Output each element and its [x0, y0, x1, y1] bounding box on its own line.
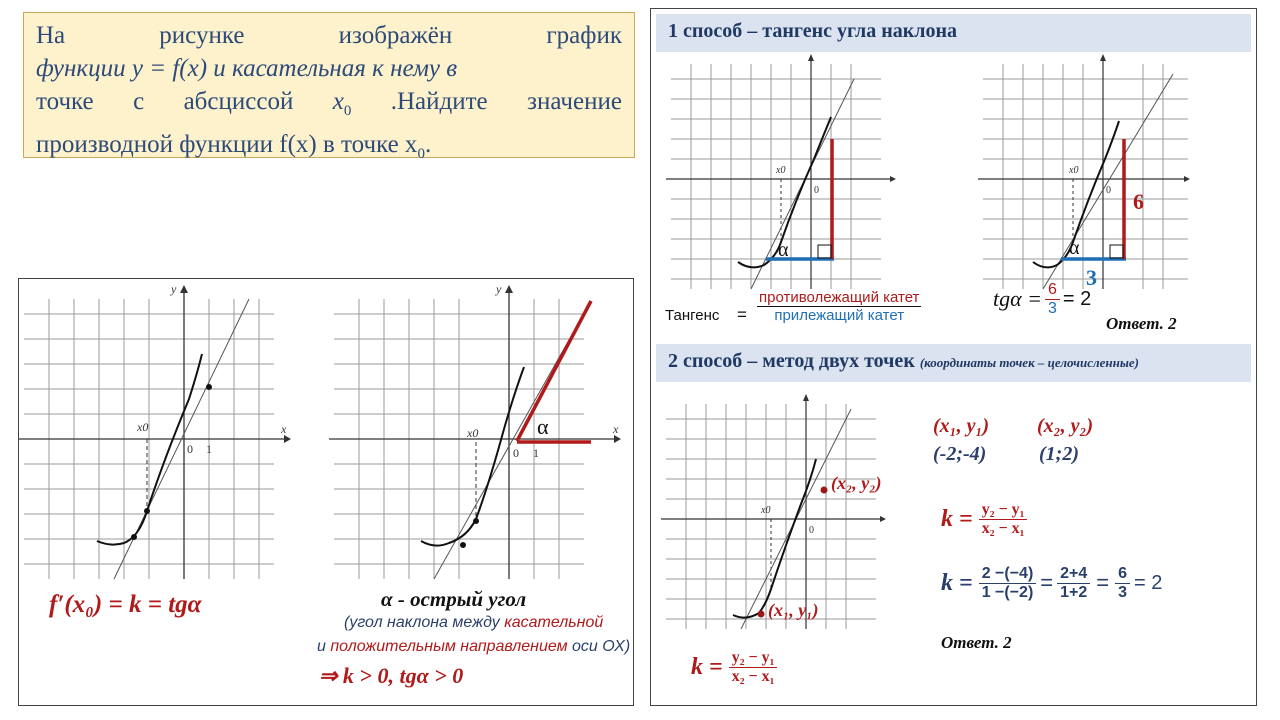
p1-coords: (-2;-4): [933, 443, 987, 465]
caption-text: оси ОХ): [567, 638, 631, 655]
calc-den: 1+2: [1060, 583, 1088, 601]
k-eq: k =: [941, 505, 973, 532]
function-curve: [733, 459, 816, 618]
unit-label: 1: [533, 446, 539, 460]
calc-fraction-3: [1115, 565, 1130, 602]
x-axis-arrow-icon: [880, 516, 886, 522]
task-sub: 0: [343, 103, 352, 119]
origin-label: 0: [1106, 185, 1111, 196]
tg-den: 3: [1048, 299, 1057, 317]
alpha-label: α: [778, 239, 789, 261]
calc-fraction-2: [1057, 565, 1090, 602]
origin-label: 0: [513, 446, 519, 460]
alpha-label: α: [537, 414, 549, 439]
method1-graph-b: [973, 49, 1228, 294]
y-axis-arrow-icon: [505, 285, 513, 293]
tangent-numerator: противолежащий катет: [759, 289, 920, 306]
tg-fraction: [1045, 281, 1060, 318]
method1-answer: Ответ. 2: [1106, 314, 1177, 333]
method2-answer: Ответ. 2: [941, 633, 1012, 652]
point-2-icon: [821, 487, 828, 494]
method2-graph: [661, 389, 901, 634]
task-text: функции y = f(x) и касательная к нему в: [36, 55, 458, 82]
point-icon: [460, 542, 466, 548]
tangent-ray-highlight: [517, 301, 591, 441]
method1-title: 1 способ – тангенс угла наклона: [668, 20, 958, 42]
x0-label: x0: [467, 426, 479, 440]
calc-den: 3: [1118, 583, 1128, 601]
k-eq: k =: [691, 653, 723, 680]
tangent-equals: =: [737, 305, 747, 324]
task-word: .Найдите: [390, 88, 488, 115]
y-axis-arrow-icon: [803, 394, 809, 401]
tg-result: = 2: [1062, 287, 1092, 310]
task-statement: [23, 12, 635, 162]
caption-highlight: касательной: [504, 614, 604, 631]
task-word: график: [546, 22, 622, 49]
calc-num: 2+4: [1057, 565, 1090, 584]
grid: [666, 404, 876, 629]
equals-sign: =: [1096, 570, 1110, 596]
task-text: производной функции f(x) в точке x: [36, 131, 418, 158]
x-axis-arrow-icon: [284, 435, 291, 443]
right-panel: [650, 8, 1257, 706]
y-axis-arrow-icon: [1100, 54, 1106, 61]
x-axis-arrow-icon: [1184, 176, 1190, 182]
k-eq: k =: [941, 569, 973, 596]
k-fraction: [729, 649, 778, 686]
k-fraction: [979, 501, 1028, 538]
calc-result: = 2: [1134, 571, 1163, 594]
calc-num: 2 −(−4): [979, 565, 1037, 584]
method1-graph-a: [666, 49, 906, 294]
method2-note: (координаты точек – целочисленные): [919, 355, 1139, 370]
acute-angle-title: α - острый угол: [381, 587, 527, 611]
task-word: изображён: [338, 22, 453, 49]
alpha-label: α: [1069, 237, 1080, 259]
caption-line-2: [317, 638, 630, 656]
opposite-length: 6: [1133, 189, 1144, 214]
graph-angle: [329, 279, 629, 589]
caption-highlight: положительным направлением: [330, 638, 568, 655]
point-icon: [131, 534, 137, 540]
adjacent-length: 3: [1086, 265, 1097, 290]
caption-text: и: [317, 638, 331, 655]
point-icon: [206, 384, 212, 390]
k-num: y₂ − y₁: [979, 501, 1028, 520]
k-formula-bottom: [691, 649, 777, 686]
x0-label: x0: [761, 505, 771, 516]
x0-label: x0: [1069, 165, 1079, 176]
k-formula: [941, 501, 1027, 538]
tangent-fraction: [757, 289, 921, 324]
tg-lhs: tgα =: [993, 286, 1043, 312]
tg-calc: [993, 281, 1091, 318]
origin-label: 0: [187, 442, 193, 456]
right-angle-mark: [1110, 245, 1123, 258]
graph-derivative: [19, 279, 319, 589]
caption-line-1: [344, 614, 603, 632]
x-axis-arrow-icon: [890, 176, 896, 182]
task-x0: [333, 85, 352, 128]
k-den: x₂ − x₁: [981, 519, 1025, 537]
task-sub: 0: [417, 146, 425, 162]
task-line-4: [36, 128, 622, 171]
y-axis-arrow-icon: [808, 54, 814, 61]
task-word: точке: [36, 88, 94, 115]
graph-point-1-label: (x₁, y₁): [768, 600, 819, 620]
task-line-2: [36, 52, 622, 85]
task-text: .: [424, 131, 432, 158]
x-axis-arrow-icon: [614, 435, 621, 443]
x0-label: x0: [137, 420, 149, 434]
derivative-formula: f′(x₀) = k = tgα: [49, 591, 202, 618]
method1-header: [656, 14, 1251, 52]
tangent-denominator: прилежащий катет: [774, 307, 905, 324]
k-den: x₂ − x₁: [731, 667, 775, 685]
conclusion: ⇒ k > 0, tgα > 0: [319, 663, 464, 688]
task-word: На: [36, 22, 66, 49]
p2-coords: (1;2): [1039, 443, 1079, 465]
k-calculation: [941, 565, 1162, 602]
p2-label: (x₂, y₂): [1037, 415, 1094, 437]
unit-label: 1: [206, 442, 212, 456]
task-line-3: [36, 85, 622, 128]
task-word: рисунке: [159, 22, 245, 49]
y-axis-label: y: [496, 282, 502, 296]
calc-fraction-1: [979, 565, 1037, 602]
left-panel: [18, 278, 634, 706]
tg-num: 6: [1045, 281, 1060, 300]
task-line-1: [36, 19, 622, 52]
x0-label: x0: [776, 165, 786, 176]
task-var: x: [332, 88, 344, 115]
calc-num: 6: [1115, 565, 1130, 584]
point-icon: [473, 518, 479, 524]
caption-text: (угол наклона между: [344, 614, 505, 631]
origin-label: 0: [814, 185, 819, 196]
origin-label: 0: [809, 525, 814, 536]
right-angle-mark: [818, 245, 831, 258]
point-icon: [144, 508, 150, 514]
graph-point-2-label: (x₂, y₂): [831, 473, 882, 493]
x-axis-label: x: [613, 422, 619, 436]
k-num: y₂ − y₁: [729, 649, 778, 668]
task-word: с: [133, 88, 145, 115]
method2-title: 2 способ – метод двух точек: [668, 350, 915, 372]
grid: [983, 64, 1188, 289]
method2-header: [656, 344, 1251, 382]
grid: [671, 64, 881, 289]
y-axis-arrow-icon: [180, 285, 188, 293]
x-axis-label: x: [281, 422, 287, 436]
equals-sign: =: [1040, 570, 1054, 596]
calc-den: 1 −(−2): [981, 583, 1034, 601]
y-axis-label: y: [171, 282, 177, 296]
p1-label: (x₁, y₁): [933, 415, 990, 437]
task-word: значение: [527, 88, 622, 115]
point-1-icon: [758, 611, 765, 618]
tangent-word: Тангенс: [665, 307, 720, 324]
task-word: абсциссой: [183, 88, 294, 115]
